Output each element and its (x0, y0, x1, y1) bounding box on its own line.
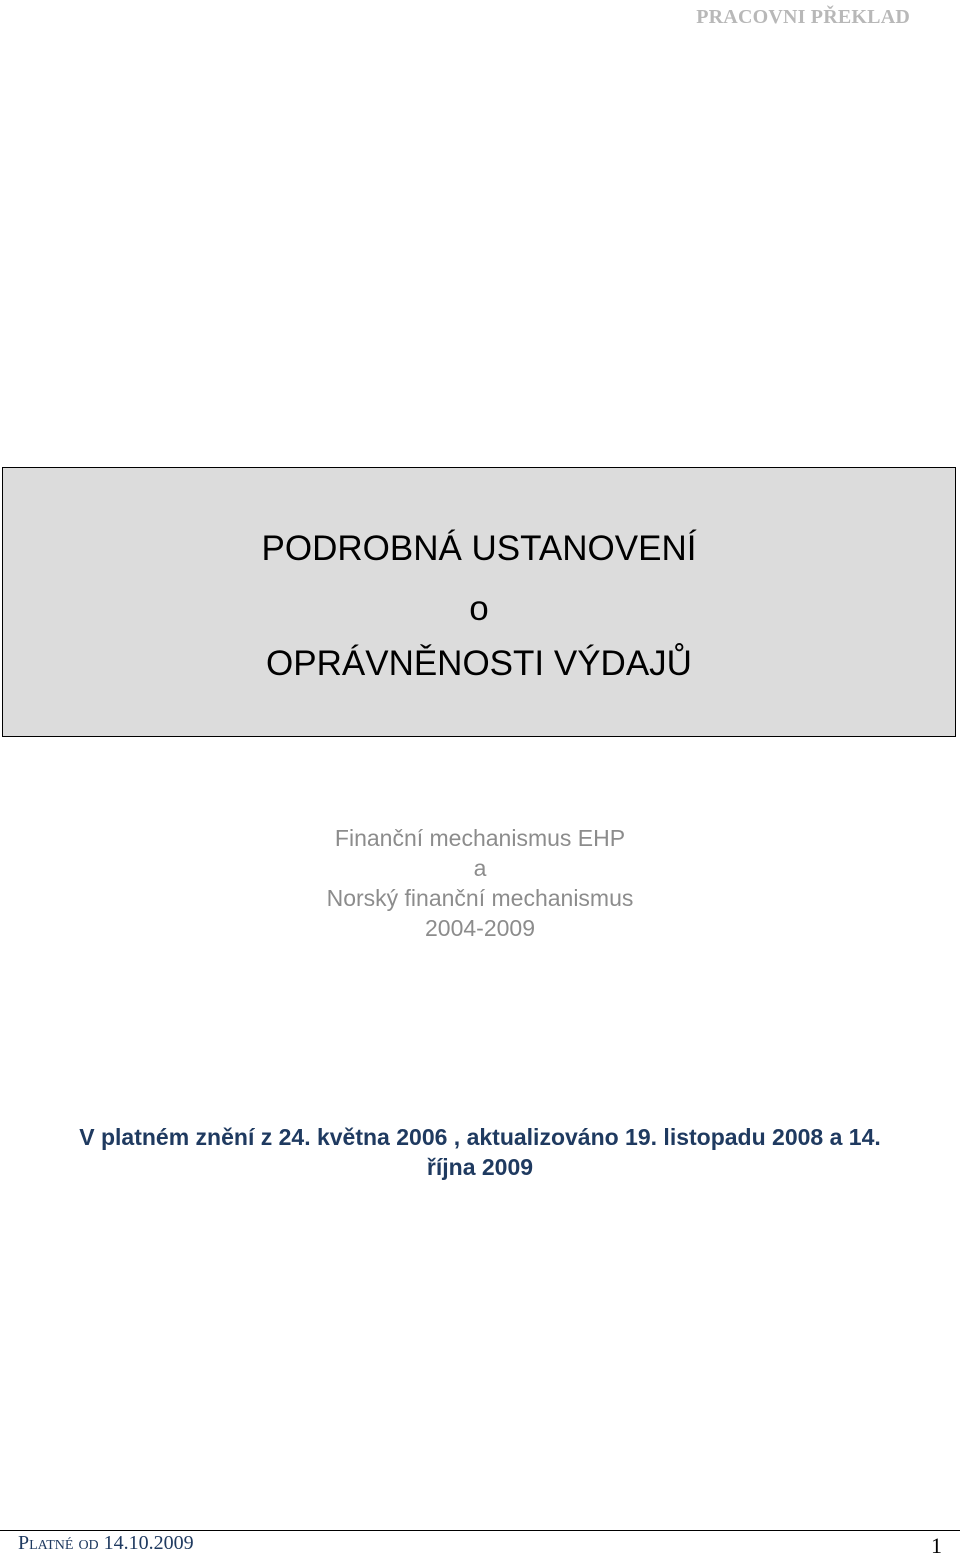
title-line-3: OPRÁVNĚNOSTI VÝDAJŮ (266, 644, 692, 683)
subtitle-line-3: Norský finanční mechanismus (326, 885, 634, 911)
page-number: 1 (931, 1533, 942, 1558)
subtitle-line-1: Finanční mechanismus EHP (334, 825, 626, 851)
validity-line-2: října 2009 (426, 1154, 534, 1180)
title-box (2, 467, 956, 737)
validity-line-1: V platném znění z 24. května 2006 , aktualizováno 19. listopadu 2008 a 14. (79, 1124, 881, 1150)
footer-valid-from: Platné od 14.10.2009 (18, 1532, 194, 1554)
title-line-1: PODROBNÁ USTANOVENÍ (261, 529, 697, 568)
page-footer (0, 1530, 960, 1556)
subtitle-line-2: a (473, 855, 487, 881)
title-line-2: o (469, 589, 489, 628)
subtitle-line-4: 2004-2009 (425, 915, 535, 941)
working-translation-note: PRACOVNI PŘEKLAD (696, 6, 910, 28)
